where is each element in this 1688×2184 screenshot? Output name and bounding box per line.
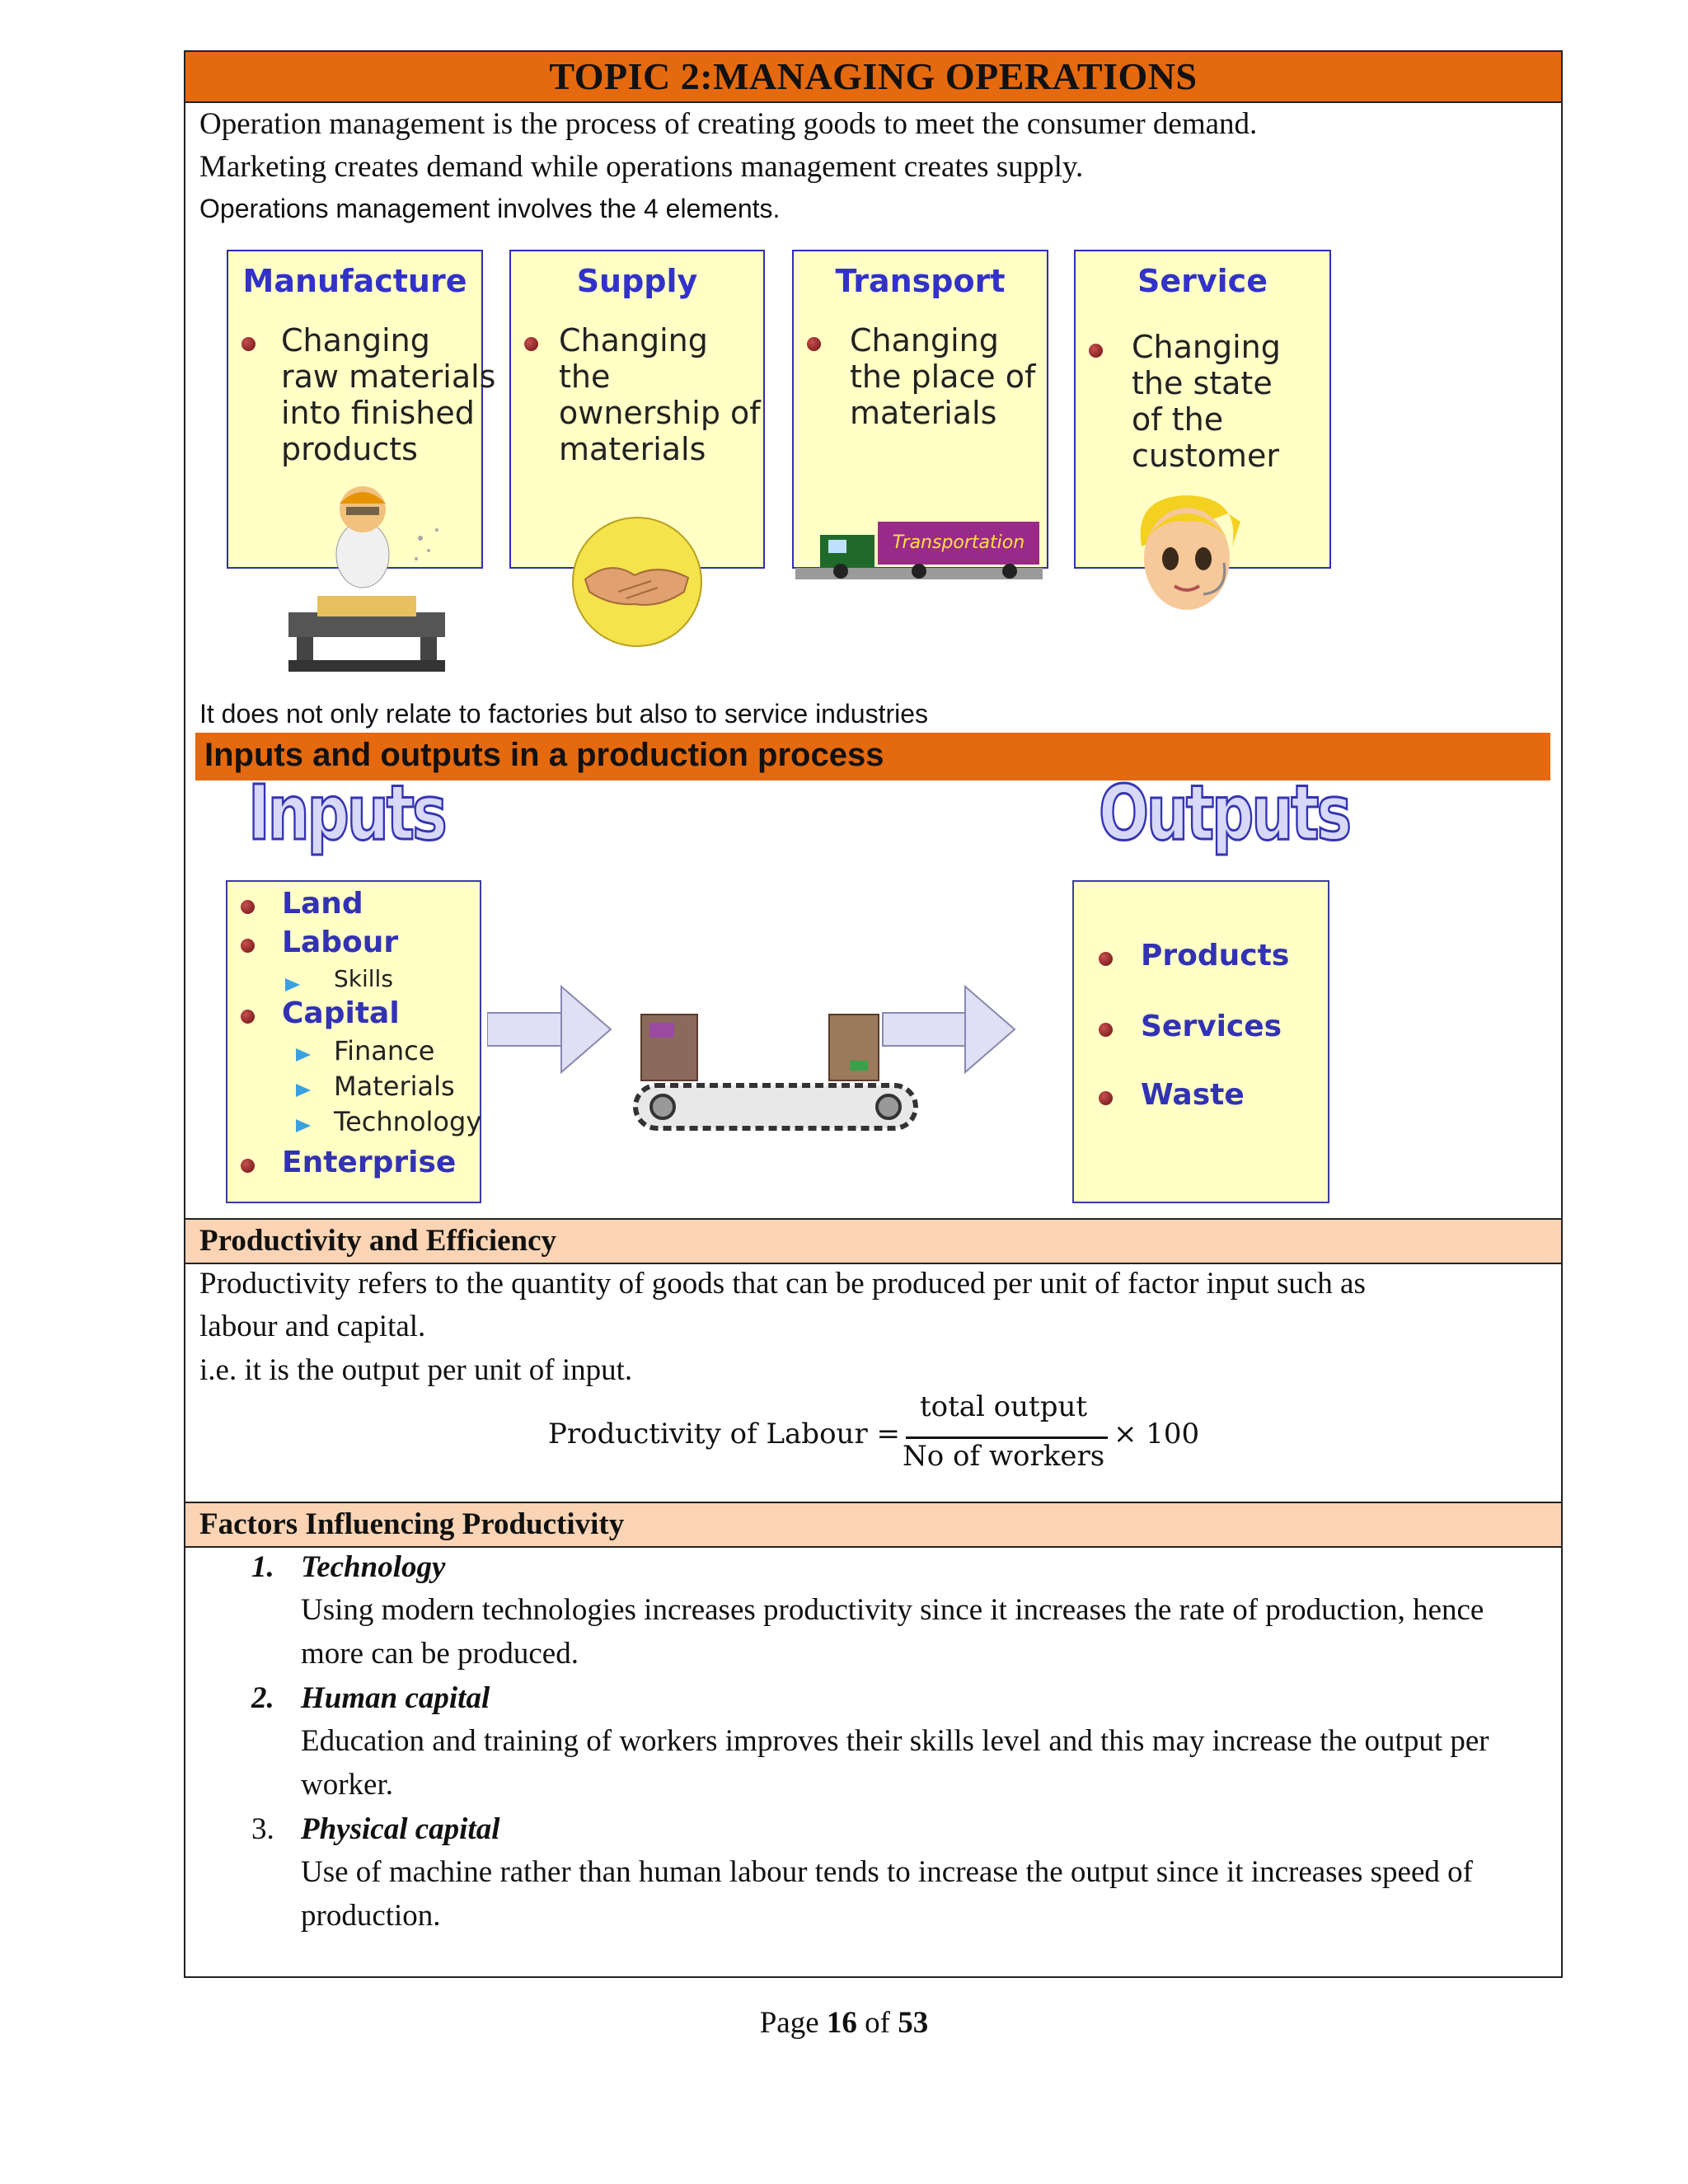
fraction-bar	[906, 1436, 1108, 1439]
io-heading: Inputs and outputs in a production process	[204, 737, 884, 773]
factors-heading-bar	[185, 1502, 1561, 1548]
input-capital: Capital	[282, 996, 400, 1030]
bullet-icon	[1099, 952, 1113, 966]
input-labour-skills: Skills	[334, 965, 393, 992]
output-waste: Waste	[1141, 1078, 1245, 1112]
footer-prefix: Page	[759, 2006, 819, 2040]
input-capital-materials: Materials	[334, 1071, 455, 1102]
card-title: Transport	[835, 263, 1006, 299]
intro-line-2: Marketing creates demand while operations management creates supply.	[199, 150, 1084, 184]
bullet-icon	[241, 939, 255, 953]
content-frame	[184, 50, 1563, 1978]
factor-3-title: Physical capital	[301, 1812, 500, 1846]
productivity-heading-bar	[185, 1218, 1561, 1264]
intro-line-3: Operations management involves the 4 elements.	[199, 194, 781, 223]
factor-1-title: Technology	[301, 1550, 446, 1584]
page-footer	[0, 2005, 1688, 2041]
card-text: Changing raw materials into finished products	[281, 322, 496, 467]
bullet-icon	[807, 337, 821, 351]
intro-line-1: Operation management is the process of creating goods to meet the consumer demand.	[199, 107, 1258, 141]
customer-service-agent-icon	[1125, 489, 1249, 629]
card-title: Manufacture	[242, 263, 467, 299]
outputs-title: Outputs	[1099, 769, 1350, 857]
arrow-bullet-icon	[296, 1048, 311, 1062]
formula-lhs: Productivity of Labour =	[548, 1418, 900, 1451]
handshake-icon	[569, 513, 709, 654]
card-title: Supply	[576, 263, 698, 299]
arrow-bullet-icon	[296, 1119, 311, 1132]
factor-2-number: 2.	[251, 1681, 274, 1715]
bullet-icon	[524, 337, 538, 351]
productivity-line-2: labour and capital.	[199, 1310, 426, 1343]
output-services: Services	[1141, 1010, 1282, 1043]
footer-page-total: 53	[898, 2006, 929, 2040]
formula-numerator: total output	[919, 1390, 1088, 1423]
card-text: Changing the state of the customer	[1132, 329, 1281, 474]
inputs-title: Inputs	[248, 769, 445, 857]
factors-heading: Factors Influencing Productivity	[199, 1507, 625, 1541]
formula-denominator: No of workers	[903, 1440, 1105, 1473]
footer-page-number: 16	[826, 2006, 857, 2040]
input-capital-finance: Finance	[334, 1035, 435, 1066]
factor-1-number: 1.	[251, 1550, 274, 1584]
topic-title: TOPIC 2:MANAGING OPERATIONS	[185, 52, 1561, 103]
truck-icon	[795, 512, 1043, 588]
input-capital-technology: Technology	[334, 1106, 482, 1137]
factor-2-title: Human capital	[301, 1681, 490, 1715]
bullet-icon	[1089, 344, 1103, 358]
factor-2-desc: Education and training of workers improves their skills level and this may increase the output per worker.	[301, 1724, 1489, 1802]
bullet-icon	[1099, 1023, 1113, 1037]
outputs-box	[1072, 880, 1329, 1203]
productivity-line-3: i.e. it is the output per unit of input.	[199, 1353, 633, 1387]
productivity-line-1: Productivity refers to the quantity of goods that can be produced per unit of factor input such as	[199, 1267, 1366, 1301]
arrow-bullet-icon	[296, 1084, 311, 1097]
formula-tail: × 100	[1114, 1418, 1200, 1451]
input-land: Land	[282, 887, 363, 921]
bullet-icon	[241, 1010, 255, 1024]
factor-3-desc: Use of machine rather than human labour tends to increase the output since it increases speed of production.	[301, 1855, 1473, 1933]
bullet-icon	[241, 1159, 255, 1173]
card-title: Service	[1137, 263, 1268, 299]
factor-1-desc: Using modern technologies increases productivity since it increases the rate of production, hence more can be produced.	[301, 1593, 1484, 1671]
arrow-bullet-icon	[285, 978, 300, 991]
card-text: Changing the ownership of materials	[559, 322, 761, 467]
input-labour: Labour	[282, 926, 399, 959]
bullet-icon	[241, 337, 256, 351]
footer-of: of	[865, 2006, 890, 2040]
truck-label: Transportation	[892, 532, 1025, 553]
card-text: Changing the place of materials	[850, 322, 1036, 431]
inputs-box	[226, 880, 481, 1203]
productivity-heading: Productivity and Efficiency	[199, 1224, 557, 1258]
bullet-icon	[241, 900, 255, 914]
factor-3-number: 3.	[251, 1812, 274, 1846]
input-enterprise: Enterprise	[282, 1146, 457, 1179]
worker-at-lathe-icon	[280, 472, 478, 678]
output-products: Products	[1141, 939, 1290, 972]
bullet-icon	[1099, 1091, 1113, 1105]
service-note: It does not only relate to factories but also to service industries	[199, 699, 929, 729]
